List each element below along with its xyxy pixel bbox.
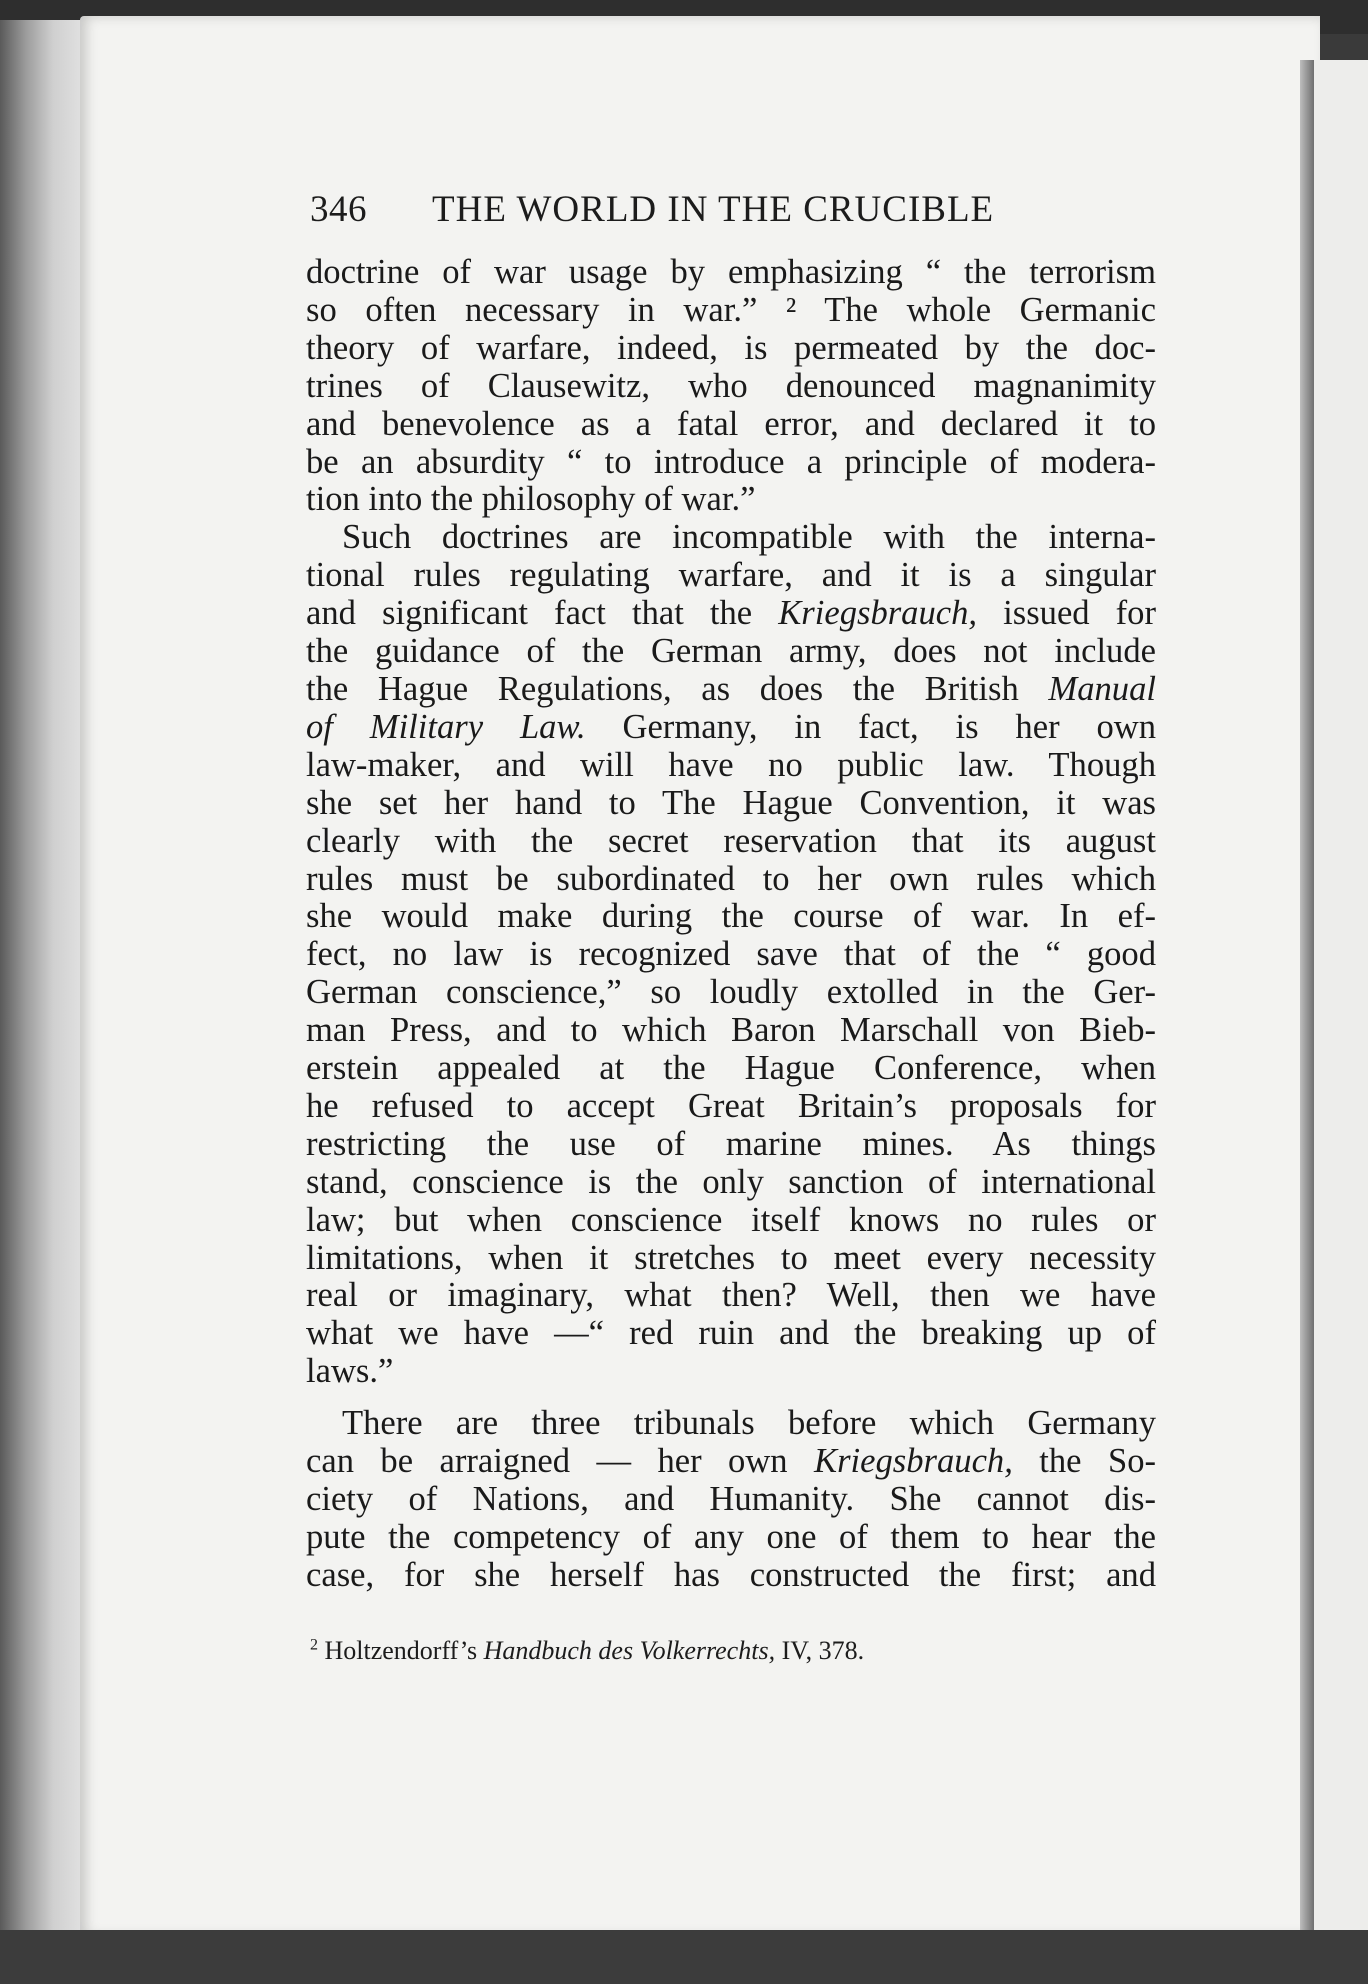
text-line: German conscience,” so loudly extolled in the Ger-: [306, 973, 1156, 1012]
text-line: laws.”: [306, 1352, 394, 1391]
text-line: law-maker, and will have no public law. Though: [306, 745, 1156, 784]
text-line: stand, conscience is the only sanction of international: [306, 1162, 1156, 1201]
text-line: doctrine of war usage by emphasizing “ the terrorism: [306, 253, 1156, 291]
text-line: case, for she herself has constructed the first; and: [306, 1555, 1156, 1594]
text-line: he refused to accept Great Britain’s proposals for: [306, 1086, 1156, 1125]
text-line: theory of warfare, indeed, is permeated by the doc-: [306, 328, 1156, 367]
text-line: real or imaginary, what then? Well, then we have: [306, 1276, 1156, 1315]
facing-page-edge: [1314, 60, 1368, 1940]
text-line: restricting the use of marine mines. As things: [306, 1124, 1156, 1163]
text-line: can be arraigned — her own Kriegsbrauch, the So-: [306, 1442, 1156, 1481]
text-line: so often necessary in war.” ² The whole Germanic: [306, 290, 1156, 329]
text-line: what we have —“ red ruin and the breaking up of: [306, 1314, 1156, 1353]
text-line: tional rules regulating warfare, and it is a singular: [306, 556, 1156, 595]
page-number: 346: [310, 189, 367, 230]
text-line: and significant fact that the Kriegsbrauch, issued for: [306, 594, 1156, 633]
text-line: the Hague Regulations, as does the British Manual: [306, 669, 1156, 708]
text-line: she set her hand to The Hague Convention, it was: [306, 783, 1156, 822]
text-line: limitations, when it stretches to meet every necessity: [306, 1238, 1156, 1277]
footnote-work-title: Handbuch des Volkerrechts,: [483, 1636, 776, 1665]
text-line: and benevolence as a fatal error, and declared it to: [306, 404, 1156, 443]
footnote-author: Holtzendorff’s: [324, 1636, 478, 1665]
text-line: There are three tribunals before which Germany: [342, 1404, 1156, 1443]
text-line: the guidance of the German army, does not include: [306, 632, 1156, 671]
text-line: pute the competency of any one of them to hear the: [306, 1517, 1156, 1556]
footnote-marker: 2: [310, 1636, 318, 1654]
text-line: trines of Clausewitz, who denounced magnanimity: [306, 366, 1156, 405]
footnote-reference: IV, 378.: [781, 1636, 865, 1665]
scan-border-bottom: [0, 1930, 1368, 1984]
text-line: ciety of Nations, and Humanity. She cannot dis-: [306, 1480, 1156, 1518]
text-line: Such doctrines are incompatible with the interna-: [342, 518, 1156, 557]
text-line: law; but when conscience itself knows no rules or: [306, 1200, 1156, 1239]
footnote: [310, 1636, 1160, 1666]
page-header: [310, 182, 1160, 238]
text-line: of Military Law. Germany, in fact, is her own: [306, 707, 1157, 746]
running-title: THE WORLD IN THE CRUCIBLE: [432, 189, 995, 230]
body-text: [306, 254, 1156, 1595]
text-line: clearly with the secret reservation that its august: [306, 821, 1156, 860]
text-line: rules must be subordinated to her own rules which: [306, 859, 1156, 898]
book-gutter: [1300, 60, 1314, 1940]
text-line: tion into the philosophy of war.”: [306, 480, 756, 519]
text-line: erstein appealed at the Hague Conference, when: [306, 1049, 1156, 1088]
text-line: man Press, and to which Baron Marschall von Bieb-: [306, 1011, 1156, 1050]
text-line: be an absurdity “ to introduce a principle of modera-: [306, 442, 1156, 481]
text-line: fect, no law is recognized save that of the “ good: [306, 935, 1156, 974]
text-line: she would make during the course of war. In ef-: [306, 897, 1156, 936]
book-edge-left: [0, 20, 88, 1950]
